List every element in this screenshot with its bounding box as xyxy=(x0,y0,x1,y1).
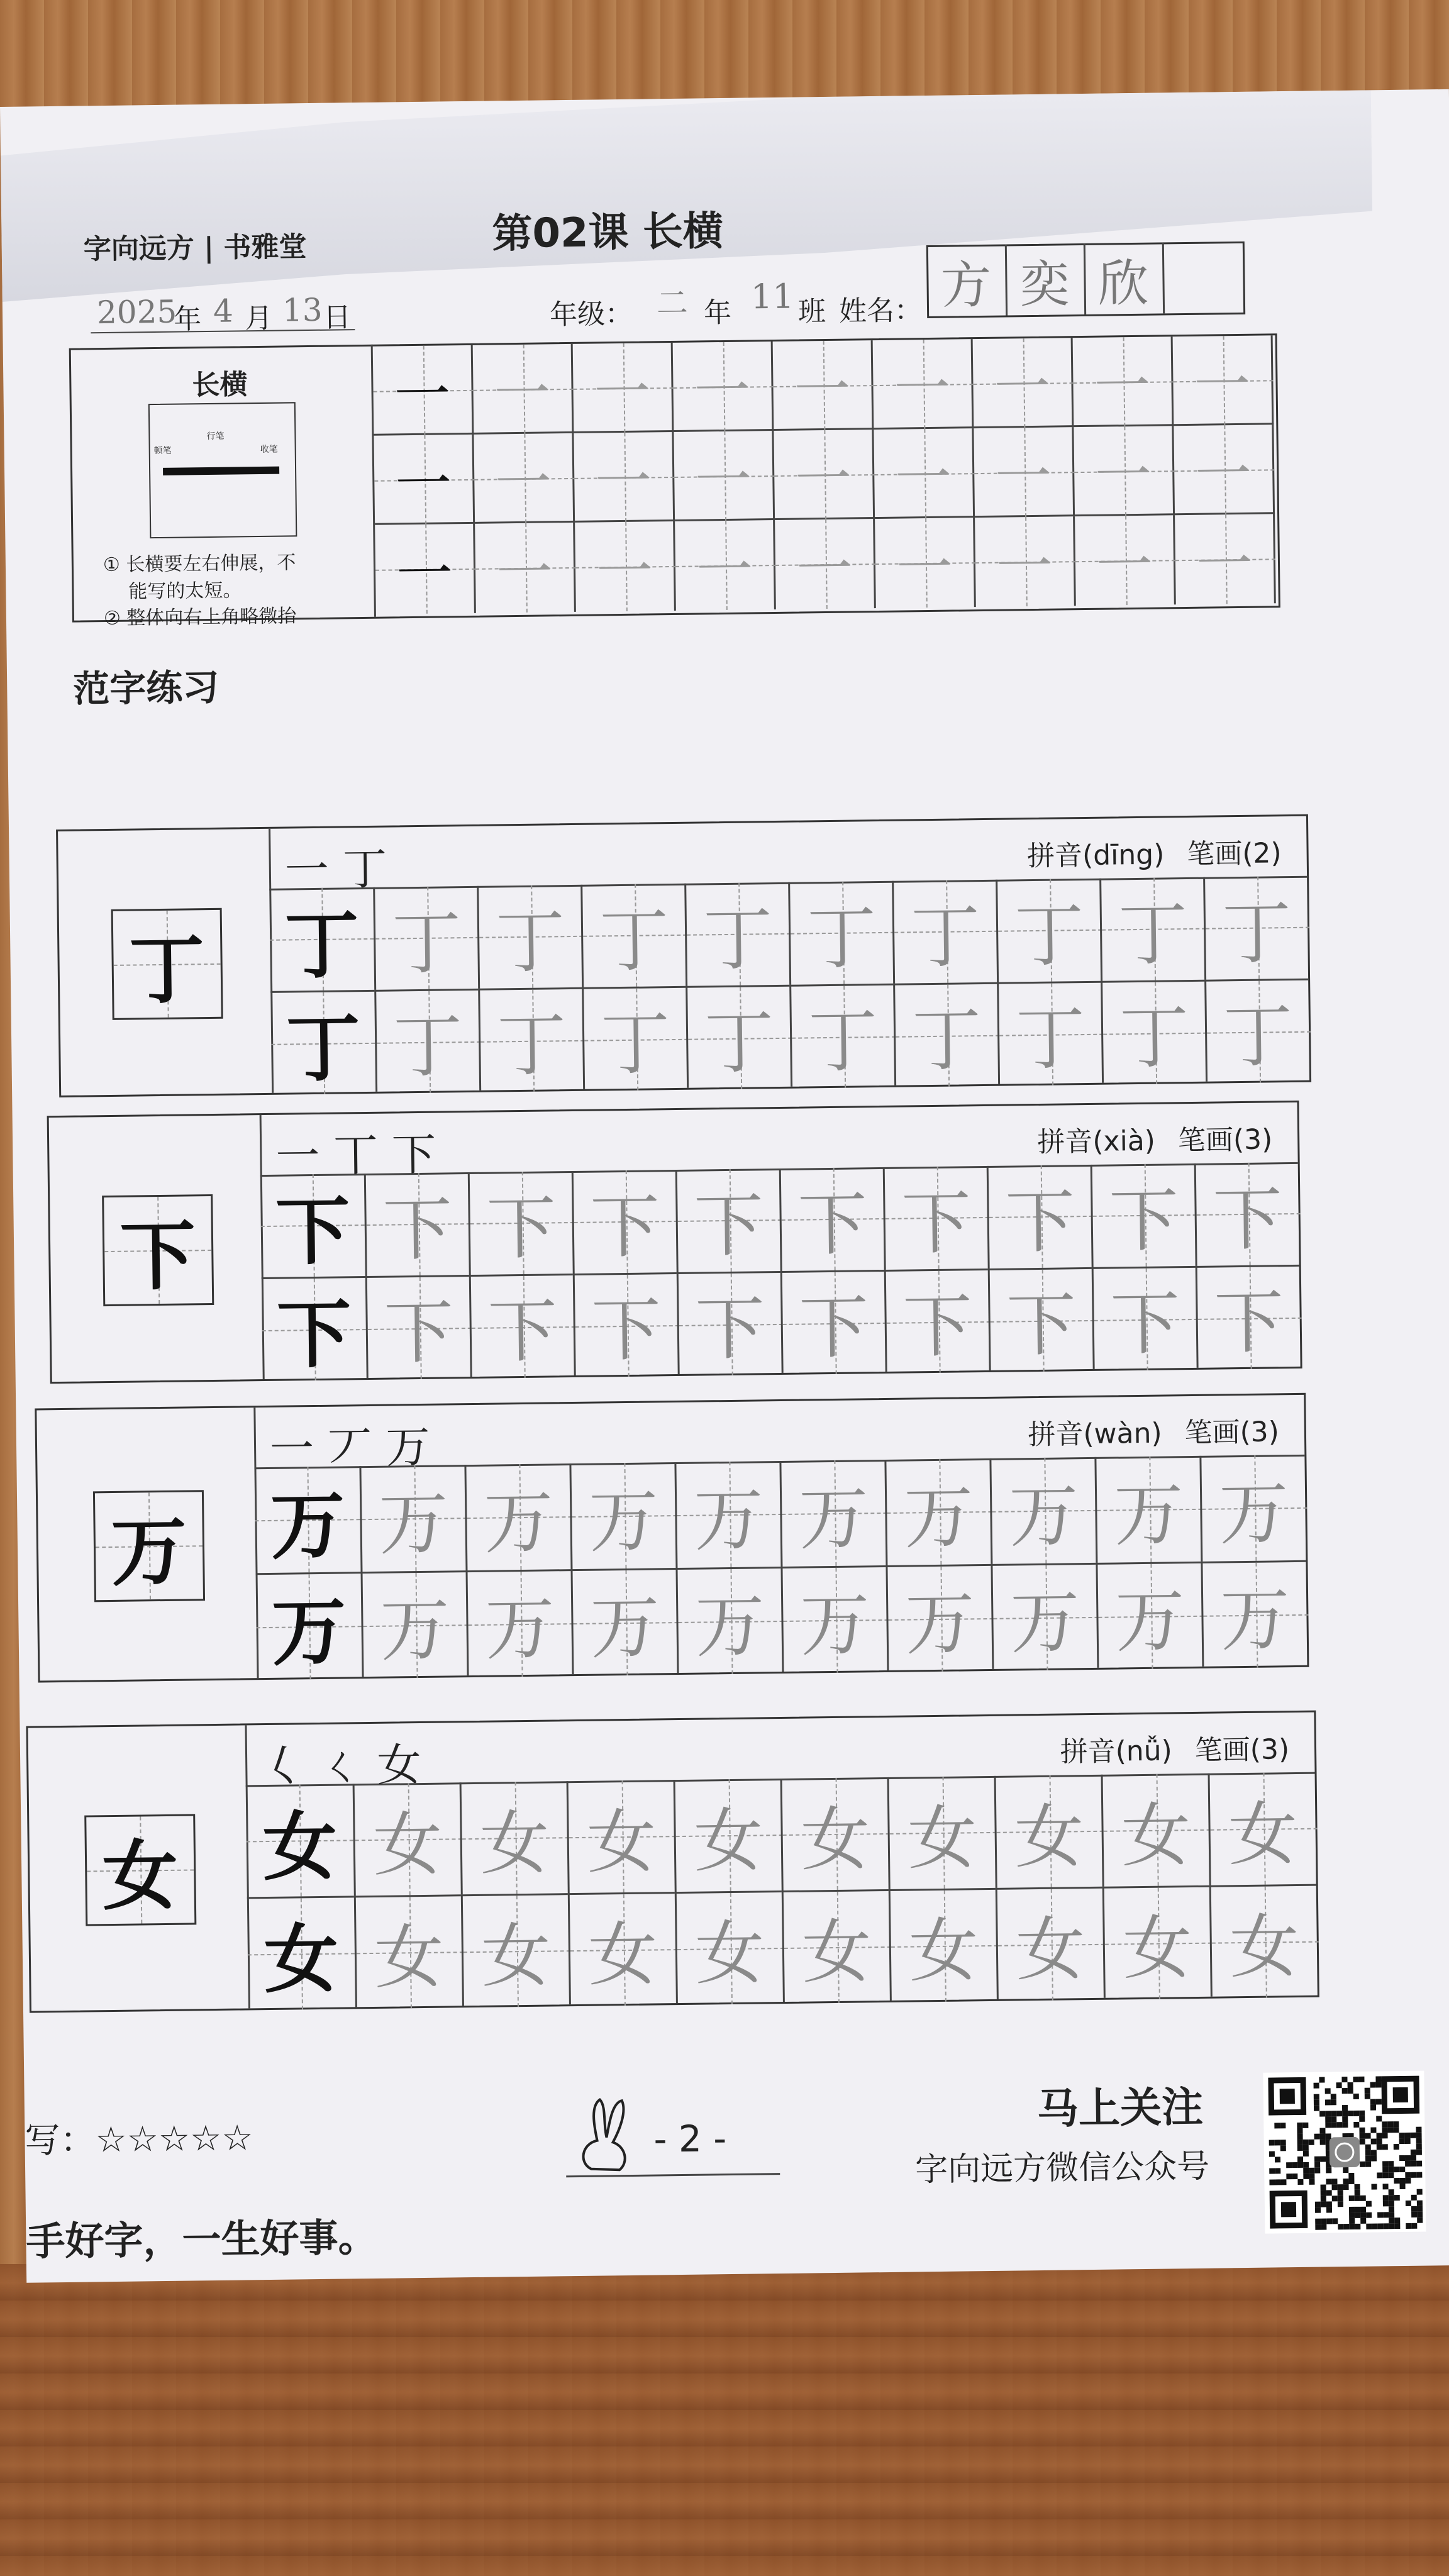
name-char-2: 奕 xyxy=(1019,254,1070,314)
traced-char: 丁 xyxy=(1014,895,1085,977)
traced-char: 万 xyxy=(1113,1474,1184,1556)
stroke-order: 一 丁 xyxy=(284,843,387,896)
traced-char: 女 xyxy=(1228,1793,1298,1875)
traced-char: 万 xyxy=(484,1588,555,1670)
rating-stars: 写：☆☆☆☆☆ xyxy=(25,2118,253,2162)
stroke-practice-char: 一 xyxy=(596,538,653,606)
class-value: 11 xyxy=(750,276,794,317)
traced-char: 丁 xyxy=(704,1002,775,1084)
traced-char: 下 xyxy=(694,1185,764,1267)
traced-char: 丁 xyxy=(1119,997,1189,1079)
date-month-suffix: 月 xyxy=(244,302,273,335)
model-char-box xyxy=(92,1490,204,1602)
pinyin-label: 拼音(xià) xyxy=(1037,1124,1156,1158)
traced-char: 万 xyxy=(1009,1581,1080,1663)
traced-char: 万 xyxy=(379,1589,450,1671)
traced-char: 女 xyxy=(587,1914,658,1996)
strokes-label: 笔画(3) xyxy=(1177,1123,1273,1157)
stroke-order: 一 丅 下 xyxy=(275,1128,436,1182)
traced-char: 下 xyxy=(695,1288,765,1370)
stroke-practice-char: 一 xyxy=(1196,531,1253,598)
traced-char: 万 xyxy=(589,1587,660,1668)
worksheet-page xyxy=(0,89,1449,2283)
stroke-practice-char: 一 xyxy=(593,358,652,426)
traced-char: 女 xyxy=(479,1802,550,1884)
stroke-practice-char: 一 xyxy=(496,540,553,607)
stroke-practice-char: 一 xyxy=(894,445,952,512)
char-block-1 xyxy=(47,1101,1302,1384)
traced-char: 丁 xyxy=(808,1001,879,1082)
traced-char: 女 xyxy=(1122,1907,1193,1989)
date-month: 4 xyxy=(213,292,234,330)
tip-2: ② 整体向右上角略微抬 xyxy=(103,605,297,630)
traced-char: 女 xyxy=(1121,1794,1191,1877)
practice-model-char: 万 xyxy=(270,1481,345,1570)
traced-char: 女 xyxy=(372,1804,443,1885)
traced-char: 万 xyxy=(588,1480,659,1562)
traced-char: 丁 xyxy=(1221,892,1292,974)
traced-char: 下 xyxy=(1109,1283,1180,1365)
practice-model-char: 下 xyxy=(275,1187,351,1276)
traced-char: 女 xyxy=(1015,1908,1086,1990)
stroke-practice-char: 一 xyxy=(794,446,852,513)
traced-char: 丁 xyxy=(1118,894,1188,975)
practice-model-char: 下 xyxy=(276,1290,352,1379)
traced-char: 丁 xyxy=(806,897,877,979)
traced-char: 丁 xyxy=(702,899,774,980)
practice-model-char: 万 xyxy=(271,1587,347,1676)
traced-char: 万 xyxy=(693,1479,764,1561)
model-char-box xyxy=(111,908,223,1020)
traced-char: 万 xyxy=(1219,1579,1291,1661)
stroke-practice-char: 一 xyxy=(996,533,1053,601)
traced-char: 女 xyxy=(800,1799,871,1880)
stroke-title: 长横 xyxy=(192,369,248,402)
date-year-suffix: 年 xyxy=(173,303,202,336)
stroke-practice-char: 一 xyxy=(394,361,452,428)
traced-char: 下 xyxy=(1005,1181,1075,1263)
traced-char: 丁 xyxy=(1015,998,1086,1080)
traced-char: 下 xyxy=(1212,1179,1283,1260)
traced-char: 下 xyxy=(901,1182,972,1264)
traced-char: 下 xyxy=(1006,1284,1077,1366)
stroke-practice-char: 一 xyxy=(1094,442,1152,509)
pinyin-strokes xyxy=(1027,830,1282,874)
strokes-label: 笔画(3) xyxy=(1194,1733,1290,1767)
pinyin-label: 拼音(nǚ) xyxy=(1060,1735,1173,1768)
model-char-box xyxy=(84,1814,196,1926)
rabbit-icon xyxy=(572,2093,648,2178)
traced-char: 万 xyxy=(1008,1475,1079,1557)
traced-char: 丁 xyxy=(1223,996,1293,1077)
traced-char: 女 xyxy=(693,1800,764,1882)
pinyin-label: 拼音(wàn) xyxy=(1028,1417,1162,1452)
traced-char: 下 xyxy=(591,1289,662,1371)
follow-subtitle: 字向远方微信公众号 xyxy=(914,2147,1210,2189)
qr-code[interactable] xyxy=(1263,2071,1426,2234)
practice-model-char: 女 xyxy=(264,1914,339,2003)
traced-char: 女 xyxy=(801,1911,872,1993)
grade-value: 二 xyxy=(656,284,689,322)
name-char-3: 欣 xyxy=(1097,253,1149,313)
traced-char: 万 xyxy=(1114,1580,1185,1662)
practice-model-char: 女 xyxy=(262,1802,338,1890)
strokes-label: 笔画(3) xyxy=(1184,1416,1280,1450)
practice-model-char: 丁 xyxy=(284,901,360,989)
char-block-2 xyxy=(35,1393,1309,1683)
strokes-label: 笔画(2) xyxy=(1187,837,1282,871)
traced-char: 女 xyxy=(694,1913,765,1994)
traced-char: 万 xyxy=(378,1483,449,1565)
traced-char: 万 xyxy=(1218,1472,1289,1555)
char-block-0 xyxy=(56,814,1311,1097)
slogan: 手好字，一生好事。 xyxy=(26,2214,377,2265)
traced-char: 下 xyxy=(902,1285,973,1367)
model-char: 丁 xyxy=(128,925,206,1015)
long-horizontal-stroke xyxy=(163,467,279,475)
pinyin-strokes xyxy=(1028,1409,1279,1452)
traced-char: 下 xyxy=(590,1186,660,1268)
stroke-practice-char: 一 xyxy=(493,360,552,427)
stroke-order: 一 丆 万 xyxy=(269,1421,431,1475)
stroke-practice-char: 一 xyxy=(693,357,752,425)
traced-char: 万 xyxy=(799,1584,870,1666)
stroke-practice-char: 一 xyxy=(796,536,853,603)
model-char: 万 xyxy=(110,1507,187,1597)
traced-char: 丁 xyxy=(911,999,982,1081)
model-char: 下 xyxy=(119,1211,196,1301)
stroke-practice-char: 一 xyxy=(896,535,953,602)
date-day: 13 xyxy=(282,291,323,329)
pinyin-strokes xyxy=(1060,1726,1289,1769)
traced-char: 下 xyxy=(486,1187,557,1269)
tip-1: ① 长横要左右伸展，不 xyxy=(103,552,296,577)
traced-char: 女 xyxy=(1014,1796,1085,1878)
traced-char: 女 xyxy=(908,1909,979,1992)
stroke-practice-char: 一 xyxy=(396,541,453,608)
traced-char: 女 xyxy=(586,1801,657,1883)
traced-char: 万 xyxy=(903,1477,974,1558)
traced-char: 丁 xyxy=(496,1004,567,1086)
traced-char: 万 xyxy=(798,1478,869,1560)
desk-edge xyxy=(0,2264,1449,2576)
grade-suffix: 年 xyxy=(703,296,732,330)
traced-char: 丁 xyxy=(599,900,670,982)
stroke-practice-char: 一 xyxy=(696,537,753,604)
date-year: 2025 xyxy=(96,293,177,331)
name-char-1: 方 xyxy=(940,255,992,315)
traced-char: 下 xyxy=(799,1287,869,1368)
stroke-practice-char: 一 xyxy=(793,357,852,424)
traced-char: 下 xyxy=(1213,1282,1284,1363)
traced-char: 丁 xyxy=(392,1006,464,1087)
follow-title: 马上关注 xyxy=(1036,2082,1204,2134)
traced-char: 下 xyxy=(487,1291,558,1372)
traced-char: 丁 xyxy=(600,1003,671,1085)
tip-1-cont: 能写的太短。 xyxy=(128,579,242,603)
traced-char: 下 xyxy=(1108,1180,1179,1262)
traced-char: 万 xyxy=(483,1482,554,1563)
lesson-title: 第02课 长横 xyxy=(492,208,724,258)
date-day-suffix: 日 xyxy=(323,301,352,334)
stroke-practice-char: 一 xyxy=(494,449,553,516)
traced-char: 万 xyxy=(694,1585,765,1667)
model-char: 女 xyxy=(102,1831,179,1921)
stroke-order: 𡿨 ㄑ 女 xyxy=(260,1739,422,1793)
stroke-practice-char: 一 xyxy=(694,447,752,514)
stroke-practice-char: 一 xyxy=(1193,352,1252,419)
grade-label: 年级： xyxy=(549,297,633,331)
section-title: 范字练习 xyxy=(72,665,219,711)
traced-char: 下 xyxy=(382,1189,453,1270)
name-label: 姓名： xyxy=(838,294,923,328)
char-block-3 xyxy=(26,1711,1319,2013)
stroke-practice-char: 一 xyxy=(1194,441,1252,508)
page-number: - 2 - xyxy=(653,2117,727,2161)
traced-char: 下 xyxy=(797,1184,868,1265)
stroke-practice-char: 一 xyxy=(993,354,1052,421)
stroke-diagram: 顿笔 行笔 收笔 xyxy=(148,402,297,538)
traced-char: 万 xyxy=(904,1583,975,1665)
brand-logo: 字向远方 | 书雅堂 xyxy=(83,231,307,266)
stroke-practice-char: 一 xyxy=(994,443,1052,511)
stroke-practice-char: 一 xyxy=(1093,353,1152,420)
traced-char: 女 xyxy=(1229,1906,1300,1988)
traced-char: 丁 xyxy=(910,896,981,978)
traced-char: 女 xyxy=(374,1916,445,1998)
traced-char: 下 xyxy=(384,1292,454,1374)
traced-char: 女 xyxy=(907,1797,978,1879)
stroke-practice-char: 一 xyxy=(594,448,652,515)
class-suffix: 班 xyxy=(797,295,826,328)
pinyin-label: 拼音(dīng) xyxy=(1026,838,1165,873)
traced-char: 丁 xyxy=(495,901,566,983)
stroke-practice-char: 一 xyxy=(394,450,453,518)
traced-char: 丁 xyxy=(391,902,462,984)
stroke-practice-char: 一 xyxy=(1096,532,1153,599)
traced-char: 女 xyxy=(480,1915,552,1997)
pinyin-strokes xyxy=(1037,1116,1273,1160)
model-char-box xyxy=(102,1194,214,1306)
practice-model-char: 丁 xyxy=(285,1004,361,1092)
stroke-practice-char: 一 xyxy=(893,355,952,423)
